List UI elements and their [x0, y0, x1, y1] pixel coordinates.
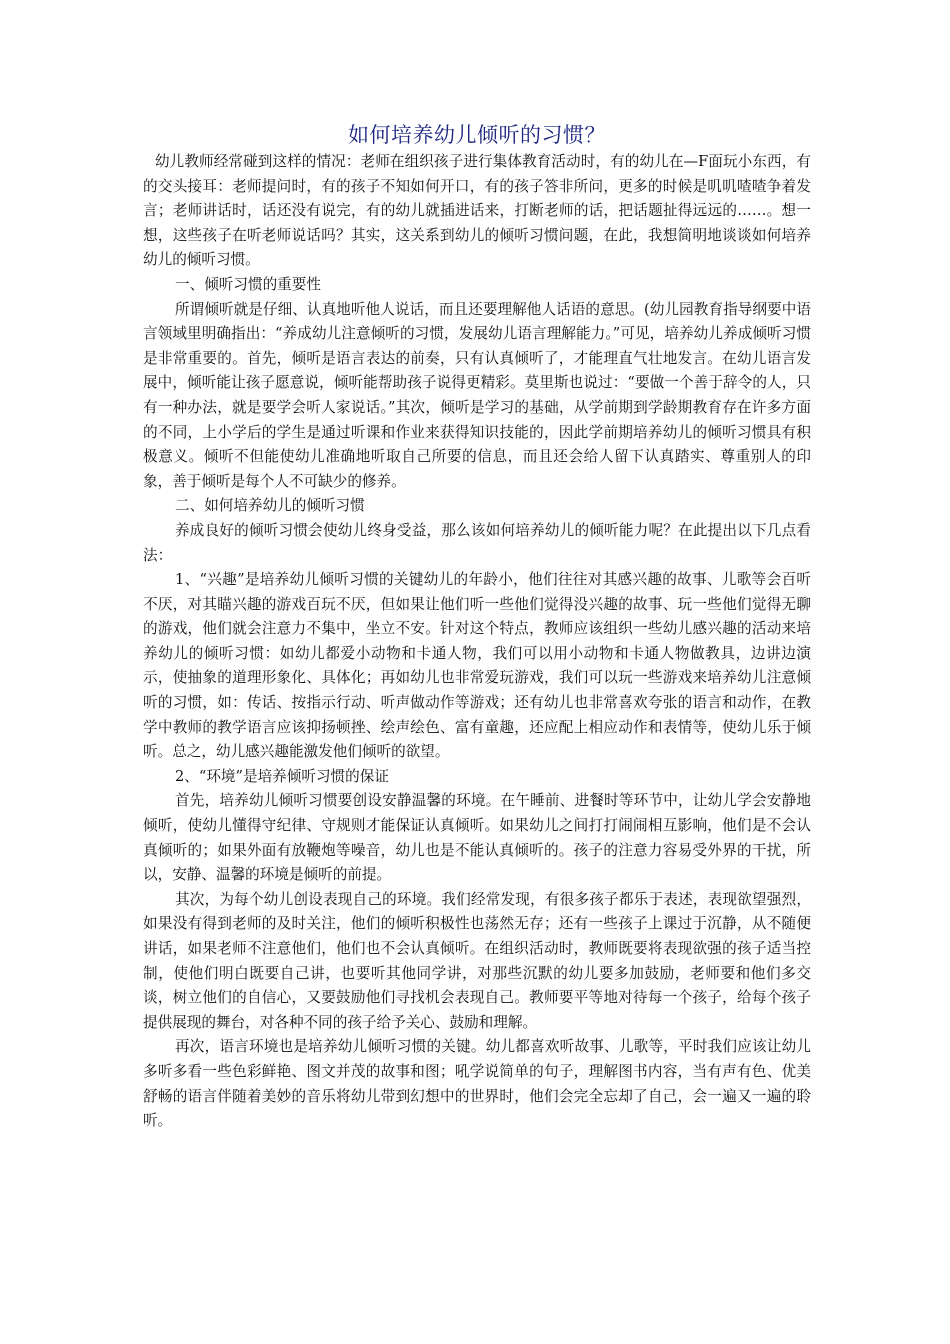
section-2-intro-paragraph: 养成良好的倾听习惯会使幼儿终身受益，那么该如何培养幼儿的倾听能力呢？在此提出以下几点看法：	[143, 521, 811, 564]
document-page	[143, 120, 811, 1134]
point-2-paragraph-2: 其次，为每个幼儿创设表现自己的环境。我们经常发现，有很多孩子都乐于表述，表现欲望强烈，如果没有得到老师的及时关注，他们的倾听积极性也荡然无存；还有一些孩子上课过于沉静，从不随便讲话，如果老师不注意他们，他们也不会认真倾听。在组织活动时，教师既要将表现欲强的孩子适当控制，使他们明白既要自己讲，也要听其他同学讲，对那些沉默的幼儿要多加鼓励，老师要和他们多交谈，树立他们的自信心，又要鼓励他们寻找机会表现自己。教师要平等地对待每一个孩子，给每个孩子提供展现的舞台，对各种不同的孩子给予关心、鼓励和理解。	[143, 890, 811, 1031]
point-2-heading: 2、“环境”是培养倾听习惯的保证	[175, 767, 389, 785]
section-2-heading: 二、如何培养幼儿的倾听习惯	[175, 497, 365, 515]
point-2-paragraph-3: 再次，语言环境也是培养幼儿倾听习惯的关键。幼儿都喜欢听故事、儿歌等，平时我们应该让幼儿多听多看一些色彩鲜艳、图文并茂的故事和图；吼学说简单的句子，理解图书内容，当有声有色、优美舒畅的语言伴随着美妙的音乐将幼儿带到幻想中的世界时，他们会完全忘却了自己，会一遍又一遍的聆听。	[143, 1038, 811, 1130]
intro-paragraph: 幼儿教师经常碰到这样的情况：老师在组织孩子进行集体教育活动时，有的幼儿在—F面玩小东西，有的交头接耳：老师提问时，有的孩子不知如何开口，有的孩子答非所问，更多的时候是叽叽喳喳争着发言；老师讲话时，话还没有说完，有的幼儿就插进话来，打断老师的话，把话题扯得远远的……。想一想，这些孩子在听老师说话吗？其实，这关系到幼儿的倾听习惯问题，在此，我想简明地谈谈如何培养幼儿的倾听习惯。	[143, 153, 811, 269]
document-title: 如何培养幼儿倾听的习惯？	[348, 123, 606, 147]
point-1-paragraph: 1、“兴趣”是培养幼儿倾听习惯的关键幼儿的年龄小，他们往往对其感兴趣的故事、儿歌等会百听不厌，对其瞄兴趣的游戏百玩不厌，但如果让他们听一些他们觉得没兴趣的故事、玩一些他们觉得无聊的游戏，他们就会注意力不集中，坐立不安。针对这个特点，教师应该组织一些幼儿感兴趣的活动来培养幼儿的倾听习惯：如幼儿都爱小动物和卡通人物，我们可以用小动物和卡通人物做教具，边讲边演示，使抽象的道理形象化、具体化；再如幼儿也非常爱玩游戏，我们可以玩一些游戏来培养幼儿注意倾听的习惯，如：传话、按指示行动、听声做动作等游戏；还有幼儿也非常喜欢夸张的语言和动作，在教学中教师的教学语言应该抑扬顿挫、绘声绘色、富有童趣，还应配上相应动作和表情等，使幼儿乐于倾听。总之，幼儿感兴趣能激发他们倾听的欲望。	[143, 571, 811, 761]
section-1-paragraph: 所谓倾听就是仔细、认真地听他人说话，而且还要理解他人话语的意思。(幼儿园教育指导纲要中语言领域里明确指出：“养成幼儿注意倾听的习惯，发展幼儿语言理解能力。”可见，培养幼儿养成倾听习惯是非常重要的。首先，倾听是语言表达的前奏，只有认真倾听了，才能理直气壮地发言。在幼儿语言发展中，倾听能让孩子愿意说，倾听能帮助孩子说得更精彩。莫里斯也说过：“要做一个善于辞令的人，只有一种办法，就是要学会听人家说话。”其次，倾听是学习的基础，从学前期到学龄期教育存在许多方面的不同，上小学后的学生是通过听课和作业来获得知识技能的，因此学前期培养幼儿的倾听习惯具有积极意义。倾听不但能使幼儿准确地听取自己所要的信息，而且还会给人留下认真踏实、尊重别人的印象，善于倾听是每个人不可缺少的修养。	[143, 300, 811, 490]
section-1-heading: 一、倾听习惯的重要性	[175, 275, 321, 293]
point-2-paragraph-1: 首先，培养幼儿倾听习惯要创设安静温馨的环境。在午睡前、进餐时等环节中，让幼儿学会安静地倾听，使幼儿懂得守纪律、守规则才能保证认真倾听。如果幼儿之间打打闹闹相互影响，他们是不会认真倾听的；如果外面有放鞭炮等噪音，幼儿也是不能认真倾听的。孩子的注意力容易受外界的干扰，所以，安静、温馨的环境是倾听的前提。	[143, 792, 811, 884]
